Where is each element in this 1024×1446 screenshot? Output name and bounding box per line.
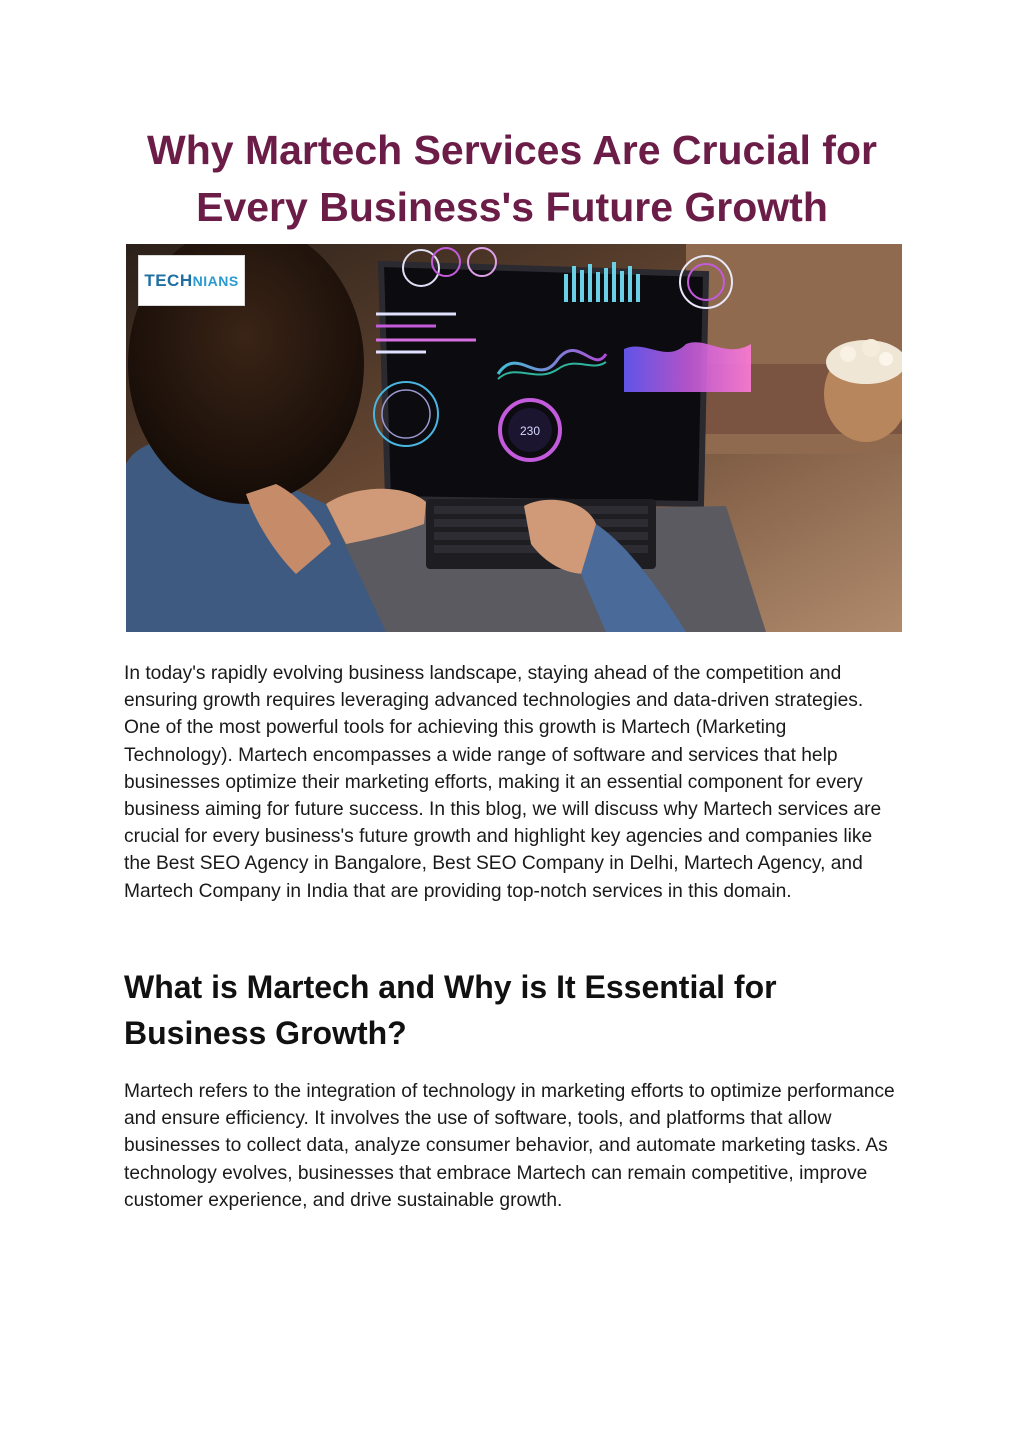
intro-paragraph: In today's rapidly evolving business landscape, staying ahead of the competition and ensuring growth requires leveraging advanced technologies and data-driven strategies. One of the most powerful tools for achieving this growth is Martech (Marketing Technology). Martech encompasses a wide range of software and services that help businesses optimize their marketing efforts, making it an essential component for every business aiming for future success. In this blog, we will discuss why Martech services are crucial for every business's future growth and highlight key agencies and companies like the Best SEO Agency in Bangalore, Best SEO Company in Delhi, Martech Agency, and Martech Company in India that are providing top-notch services in this domain. [124, 663, 882, 902]
section-paragraph: Martech refers to the integration of technology in marketing efforts to optimize performance and ensure efficiency. It involves the use of software, tools, and platforms that allow businesses to collect data, analyze consumer behavior, and automate marketing tasks. As technology evolves, businesses that embrace Martech can remain competitive, improve customer experience, and drive sustainable growth. [124, 1081, 895, 1211]
page-title: Why Martech Services Are Crucial for Every Business's Future Growth [147, 127, 877, 230]
section-heading: What is Martech and Why is It Essential for Business Growth? [124, 969, 777, 1051]
technians-logo: TECHNIANS [138, 255, 245, 306]
gauge-value: 230 [519, 424, 541, 438]
